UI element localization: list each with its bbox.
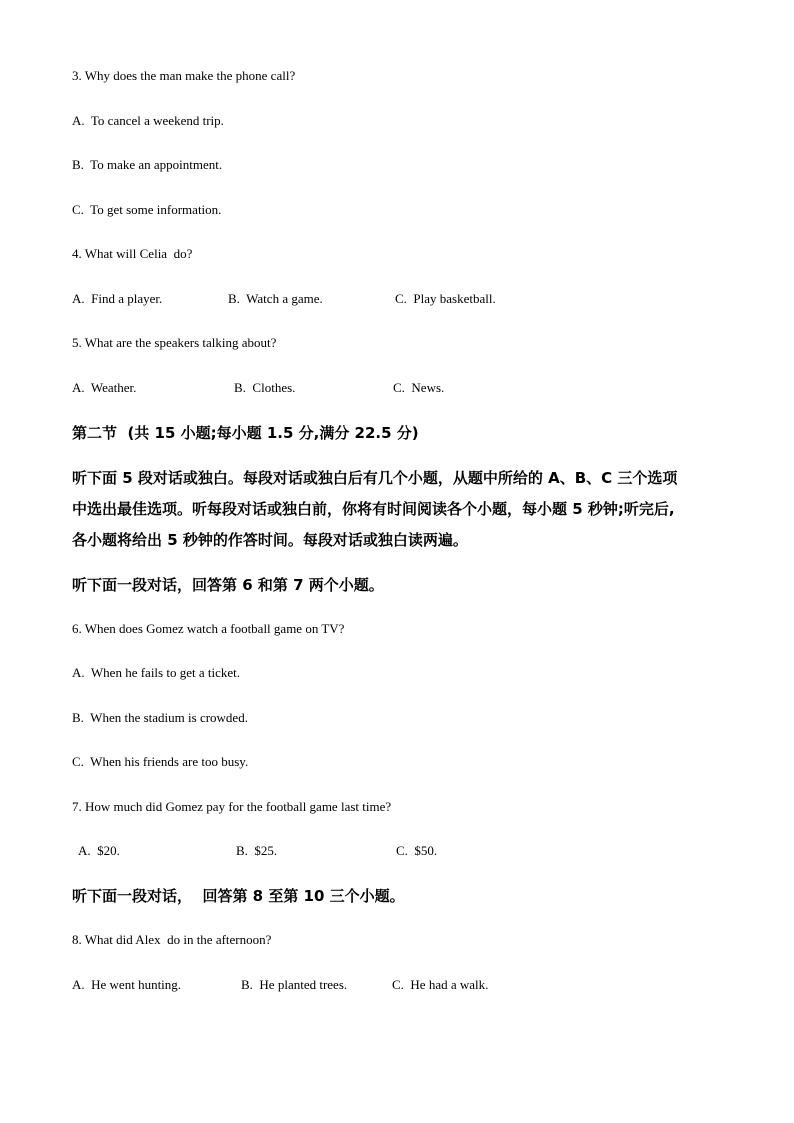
dialog-6-7-instruction: 听下面一段对话，回答第 6 和第 7 两个小题。 <box>72 576 384 594</box>
q7-question: 7. How much did Gomez pay for the football game last time? <box>72 799 392 814</box>
q3-option-a: A. To cancel a weekend trip. <box>72 113 224 128</box>
q4-option-a: A. Find a player. <box>72 291 163 306</box>
q3-option-c: C. To get some information. <box>72 202 222 217</box>
q6-question: 6. When does Gomez watch a football game on TV? <box>72 621 345 636</box>
q5-option-c: C. News. <box>393 380 445 395</box>
q3-option-b: B. To make an appointment. <box>72 157 223 172</box>
q5-option-b: B. Clothes. <box>234 380 296 395</box>
q8-option-c: C. He had a walk. <box>392 977 489 992</box>
q7-option-b: B. $25. <box>236 843 278 858</box>
section2-heading: 第二节 (共 15 小题;每小题 1.5 分,满分 22.5 分) <box>72 424 419 442</box>
q6-option-b: B. When the stadium is crowded. <box>72 710 248 725</box>
q7-option-c: C. $50. <box>396 843 438 858</box>
q4-option-b: B. Watch a game. <box>228 291 323 306</box>
section2-instruction-line: 听下面 5 段对话或独白。每段对话或独白后有几个小题，从题中所给的 A、B、C 三个选项 <box>72 469 678 487</box>
q3-question: 3. Why does the man make the phone call? <box>72 68 296 83</box>
q6-option-a: A. When he fails to get a ticket. <box>72 665 240 680</box>
q4-option-c: C. Play basketball. <box>395 291 496 306</box>
q8-question: 8. What did Alex do in the afternoon? <box>72 932 272 947</box>
q7-option-a: A. $20. <box>78 843 120 858</box>
q4-question: 4. What will Celia do? <box>72 246 193 261</box>
q5-option-a: A. Weather. <box>72 380 137 395</box>
dialog-8-10-instruction: 听下面一段对话， 回答第 8 至第 10 三个小题。 <box>72 887 405 905</box>
section2-instruction-line: 中选出最佳选项。听每段对话或独白前，你将有时间阅读各个小题，每小题 5 秒钟;听完后, <box>72 500 675 518</box>
q6-option-c: C. When his friends are too busy. <box>72 754 249 769</box>
q8-option-a: A. He went hunting. <box>72 977 182 992</box>
q8-option-b: B. He planted trees. <box>241 977 348 992</box>
q5-question: 5. What are the speakers talking about? <box>72 335 277 350</box>
section2-instruction-line: 各小题将给出 5 秒钟的作答时间。每段对话或独白读两遍。 <box>72 531 468 549</box>
